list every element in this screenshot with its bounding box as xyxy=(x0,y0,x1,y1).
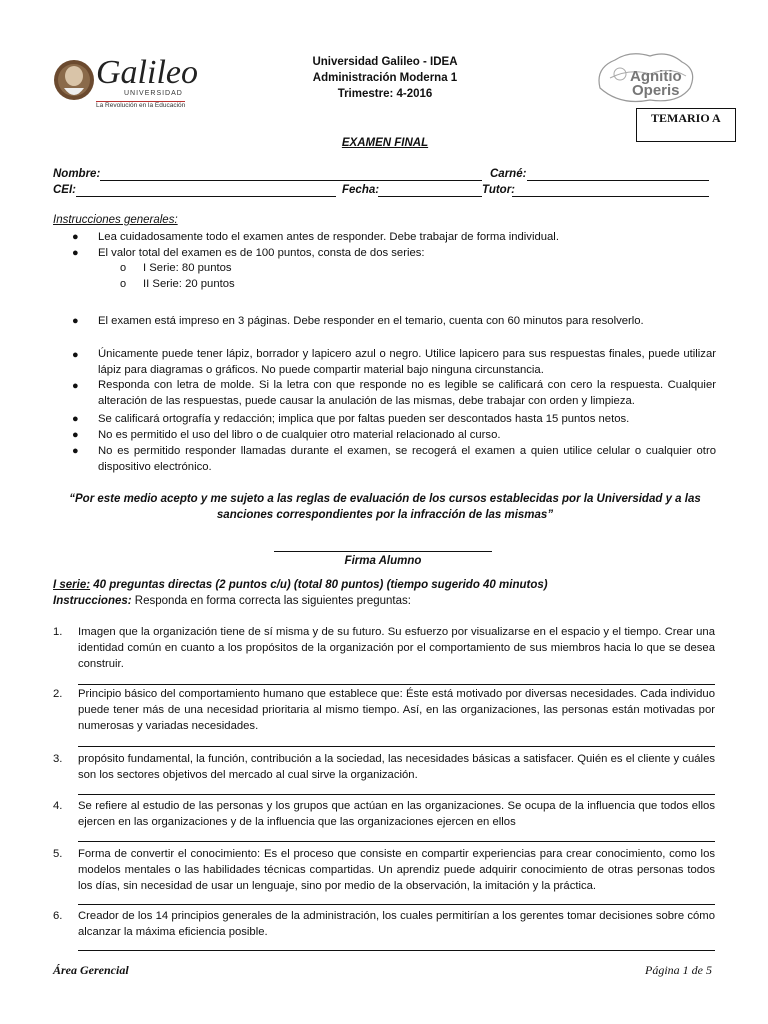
sub-bullet-icon: o xyxy=(120,262,127,274)
answer-line[interactable] xyxy=(78,904,715,905)
instruction-item: Se calificará ortografía y redacción; implica que por faltas pueden ser descontados hasta 15 puntos netos. xyxy=(98,413,630,425)
serie1-label: I serie: xyxy=(53,579,91,591)
field-fecha-label: Fecha: xyxy=(342,184,380,196)
field-carne-line[interactable] xyxy=(527,180,709,181)
logo-galileo-name: Galileo xyxy=(96,54,198,91)
bullet-icon: ● xyxy=(72,247,79,259)
series-item: II Serie: 20 puntos xyxy=(143,278,235,290)
instructions-heading: Instrucciones generales: xyxy=(53,214,178,226)
exam-title: EXAMEN FINAL xyxy=(341,137,429,149)
field-tutor-line[interactable] xyxy=(512,196,709,197)
field-cei-label: CEI: xyxy=(53,184,76,196)
signature-line[interactable] xyxy=(274,551,492,552)
pledge-text: “Por este medio acepto y me sujeto a las reglas de evaluación de los cursos establecidas por la Universidad y a las sanciones correspondientes por la infracción de las mismas” xyxy=(69,493,701,521)
answer-line[interactable] xyxy=(78,841,715,842)
logo-galileo-sub: UNIVERSIDAD xyxy=(124,90,183,97)
field-nombre-line[interactable] xyxy=(100,180,482,181)
question-text: Imagen que la organización tiene de sí misma y de su futuro. Su esfuerzo por visualizarse en el espacio y el tiempo. Crear una identidad común en cuanto a los propósitos de la organización por el comportamiento de sus miembros hacia lo que se desea construir. xyxy=(78,626,715,670)
bullet-icon: ● xyxy=(72,413,79,425)
bullet-icon: ● xyxy=(72,349,79,361)
series-item: I Serie: 80 puntos xyxy=(143,262,232,274)
instruction-item: El valor total del examen es de 100 puntos, consta de dos series: xyxy=(98,247,425,259)
bullet-icon: ● xyxy=(72,231,79,243)
question-text: Se refiere al estudio de las personas y los grupos que actúan en las organizaciones. Se ocupa de la influencia que todos ellos ejercen en las organizaciones y de la influencia que las organizaciones ejercen en ellos xyxy=(78,800,715,828)
footer-area: Área Gerencial xyxy=(53,963,129,977)
answer-line[interactable] xyxy=(78,950,715,951)
question-text: Forma de convertir el conocimiento: Es el proceso que consiste en compartir experiencias para crear conocimiento, como los modelos mentales o las habilidades técnicas compartidas. Un aprendiz puede adquirir conocimiento de otras personas todos los días, sin necesidad de usar un lenguaje, sino por medio de la observación, la imitación y la práctica. xyxy=(78,848,715,892)
bullet-icon: ● xyxy=(72,429,79,441)
footer-page: Página 1 de 5 xyxy=(645,963,712,977)
instruction-item: No es permitido el uso del libro o de cualquier otro material relacionado al curso. xyxy=(98,429,501,441)
question-number: 6. xyxy=(53,910,63,922)
field-fecha-line[interactable] xyxy=(378,196,482,197)
field-carne-label: Carné: xyxy=(490,168,527,180)
field-tutor-label: Tutor: xyxy=(482,184,516,196)
question-number: 1. xyxy=(53,626,63,638)
agnitio-operis-logo xyxy=(590,48,720,106)
instruction-item: El examen está impreso en 3 páginas. Debe responder en el temario, cuenta con 60 minutos para resolverlo. xyxy=(98,315,644,327)
question-number: 3. xyxy=(53,753,63,765)
bullet-icon: ● xyxy=(72,445,79,457)
logo-galileo-tagline: La Revolución en la Educación xyxy=(96,102,186,109)
trimester: Trimestre: 4-2016 xyxy=(337,88,433,100)
temario-box: TEMARIO A xyxy=(636,108,736,142)
bullet-icon: ● xyxy=(72,315,79,327)
question-number: 5. xyxy=(53,848,63,860)
course-name: Administración Moderna 1 xyxy=(312,72,458,84)
question-text: Principio básico del comportamiento humano que establece que: Éste está motivado por diversas necesidades. Cada individuo puede tener más de una necesidad prioritaria al mismo tiempo. Así, en las organizaciones, las personas están motivadas por numerosas y variadas necesidades. xyxy=(78,688,715,732)
answer-line[interactable] xyxy=(78,746,715,747)
university-name: Universidad Galileo - IDEA xyxy=(312,56,458,68)
instruction-item: No es permitido responder llamadas durante el examen, se recogerá el examen a quien utilice celular o cualquier otro dispositivo electrónico. xyxy=(98,445,716,473)
instruction-item: Lea cuidadosamente todo el examen antes de responder. Debe trabajar de forma individual. xyxy=(98,231,559,243)
bullet-icon: ● xyxy=(72,380,79,392)
field-cei-line[interactable] xyxy=(76,196,336,197)
question-number: 4. xyxy=(53,800,63,812)
serie1-instr-text: Responda en forma correcta las siguientes preguntas: xyxy=(131,595,411,607)
serie1-instr-label: Instrucciones: xyxy=(53,595,132,607)
galileo-logo xyxy=(52,52,202,114)
sub-bullet-icon: o xyxy=(120,278,127,290)
signature-label: Firma Alumno xyxy=(344,555,422,567)
serie1-instructions xyxy=(53,595,411,607)
serie1-description: 40 preguntas directas (2 puntos c/u) (total 80 puntos) (tiempo sugerido 40 minutos) xyxy=(90,579,548,591)
question-text: Creador de los 14 principios generales de la administración, los cuales permitirían a los gerentes tomar decisiones sobre cómo alcanzar la máxima eficiencia posible. xyxy=(78,910,715,938)
logo-agnitio-text: Agnitio xyxy=(630,68,682,85)
serie1-heading xyxy=(53,579,548,591)
logo-operis-text: Operis xyxy=(632,82,680,99)
field-nombre-label: Nombre: xyxy=(53,168,101,180)
instruction-item: Únicamente puede tener lápiz, borrador y lapicero azul o negro. Utilice lapicero para sus respuestas finales, puede utilizar lápiz para diagramas o gráficos. No puede compartir material bajo ninguna circunstancia. xyxy=(98,348,716,376)
answer-line[interactable] xyxy=(78,794,715,795)
question-number: 2. xyxy=(53,688,63,700)
answer-line[interactable] xyxy=(78,684,715,685)
instruction-item: Responda con letra de molde. Si la letra con que responde no es legible se calificará con cero la respuesta. Cualquier alteración de las respuestas, puede causar la anulación de las mismas, debe trabajar con orden y limpieza. xyxy=(98,379,716,407)
question-text: propósito fundamental, la función, contribución a la sociedad, las necesidades básicas a satisfacer. Quién es el cliente y cuáles son los sectores objetivos del mercado al cual sirve la organización. xyxy=(78,753,715,781)
